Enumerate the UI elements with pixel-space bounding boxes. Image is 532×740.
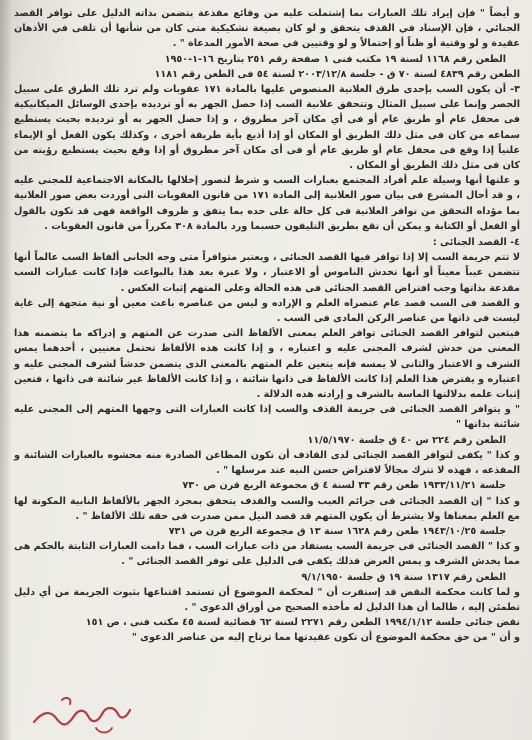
citation-appeal-1168: الطعن رقم ١١٦٨ لسنة ١٩ مكتب فنى ١ صفحة رقم ٢٥١ بتاريخ ١٦-١-١٩٥٠	[164, 53, 506, 65]
handwritten-signature	[26, 688, 136, 738]
citation-cassation-1994: نقض جنائى جلسة ١٩٩٤/١/١٢ الطعن رقم ٢٢٧١ لسنة ٦٢ قضائية لسنة ٤٥ مكتب فنى ، ص ١٥١	[85, 617, 520, 629]
citation-session-1933: جلسة ١٩٣٣/١١/٢١ طعن رقم ٣٣ لسنة ٤ ق مجموعة الربع قرن ص ٧٣٠	[182, 480, 506, 492]
heading-criminal-intent: ٤- القصد الجنائى :	[432, 237, 520, 249]
paragraph-publicity-rationale: و علتها أنها وسيلة علم أفراد المجتمع بعبارات السب و شرط لتصور إخلالها بالمكانة الاجتماعية للمجنى عليه ، و قد أحال المشرع فى بيان صور العلانية إلى المادة ١٧١ من قانون العقوبات التى أوردت بعض صور العلانية بما مؤداه التحقق من توافر العلانية فى كل حالة على حده بما يتفق و ظروف الواقعة فهى قد تكون بالقول أو الفعل أو الكتابة و يمكن أن تقع بطريق التليفون حسبما ورد بالمادة ٣٠٨ مكرراً من قانون العقوبات .	[14, 175, 520, 232]
citation-appeal-4839: الطعن رقم ٤٨٣٩ لسنة ٧٠ ق - جلسة ٢٠٠٣/١٢/٨ لسنة ٥٤ فى الطعن رقم ١١٨١	[154, 68, 520, 80]
paragraph-intent-public-utterance: و كذا " إن القصد الجنائى فى جرائم العيب والسب والقذف يتحقق بمجرد الجهر بالألفاظ النابية المكونة لها مع العلم بمعناها ولا يشترط أن يكون المتهم قد قصد النيل ممن صدرت فى حقه تلك الألفاظ " .	[14, 495, 520, 522]
paragraph-general-intent: و القصد فى السب قصد عام عنصراه العلم و الإراده و ليس من عناصره باعث معين أو نية متجهة إلى غاية ليست فى ذاتها من عناصر الركن المادى فى السب .	[14, 297, 520, 325]
paragraph-court-conviction: و لما كانت محكمة النقض قد إستقرت أن " لمحكمة الموضوع أن تستمد اقتناعها بثبوت الجريمة من أي دليل تطمئن إليه ، طالما أن هذا الدليل له مأخذه الصحيح من أوراق الدعوى " .	[14, 586, 520, 613]
paragraph-court-belief: و أن " من حق محكمة الموضوع أن تكون عقيدتها مما ترتاح إليه من عناصر الدعوى "	[131, 632, 520, 644]
citation-session-1943: جلسة ١٩٤٣/١٠/٢٥ طعن رقم ١٦٢٨ سنة ١٣ ق مجموعة الربع قرن ص ٧٣١	[168, 525, 506, 537]
paragraph-knowledge-meaning: فيتعين لتوافر القصد الجنائى توافر العلم بمعنى الألفاظ التى صدرت عن المتهم و إدراكه ما يتضمنه هذا المعنى من خدش لشرف المجنى عليه و اعتباره ، و إذا كانت هذه الألفاظ تحتمل معنيين ، أحدهما يمس الشرف و الاعتبار والثانى لا يمسه فإنه يتعين علم المتهم بالمعنى الذى يتضمن خدشاً لشرف المجنى عليه و اعتباره و يفترض هذا العلم إذا كانت الألفاظ فى ذاتها شائنة ، و إذا كانت الألفاظ غير شائنة فى ذاتها ، فتعين إثبات علمه بدلالتها الماسة بالشرف و إرادته هذه الدلالة .	[14, 328, 520, 401]
paragraph-slanderous-phrases: و كذا " يكفى لتوافر القصد الجنائى لدى القاذف أن تكون المطاعن الصادرة منه محشوه بالعبارات الشائنة و المقذعه ، فهذه لا تترك مجالاً لافتراض حسن النيه عند مرسلها " .	[14, 449, 520, 477]
citation-appeal-224: الطعن رقم ٢٢٤ س ٤٠ ق جلسة ١١/٥/١٩٧٠	[307, 434, 506, 446]
paragraph-publicity-means: ٣- أن يكون السب بإحدى طرق العلانية المنصوص عليها بالمادة ١٧١ عقوبات ولم ترد تلك الطرق على سبيل الحصر وإنما على سبيل المثال وتتحقق علانية السب إذا حصل الجهر به أو ترديده بإحدى الوسائل الميكانيكية فى محفل عام أو طريق عام أو فى أي مكان آخر مطروق ، و إذا حصل الجهر به أو ترديده بحيث يستطيع سماعه من كان فى مثل ذلك الطريق أو المكان أو إذا أذيع بأية طريقة أخرى ، وكذلك يكون الفعل أو الإيماء علنياً إذا وقع فى محفل عام أو طريق عام أو فى أى مكان آخر مطروق أو إذا وقع بحيث يستطيع رؤيته من كان فى مثل ذلك الطريق أو المكان .	[14, 84, 520, 172]
page-edge-shadow	[0, 0, 12, 740]
paragraph-intent-inferred: و كذا " القصد الجنائى فى جريمة السب يستفاد من ذات عبارات السب ، فما دامت العبارات الثابتة بالحكم هى مما يخدش الشرف و يمس العرض فذلك يكفى فى الدليل على توفر القصد الجنائى " .	[14, 541, 520, 568]
citation-appeal-1317: الطعن رقم ١٣١٧ سنة ١٩ ق جلسة ٩/١/١٩٥٠	[301, 571, 506, 583]
paragraph-defamation-quote: و أيضاً " فإن إيراد تلك العبارات بما إشتملت عليه من وقائع مقذعة يتضمن بذاته الدليل على توافر القصد الجنائي ، فإن الإسناد في القذف يتحقق و لو كان بصيغة تشكيكية متى كان من شأنها أن تلقى في الأذهان عقيدة و لو وقتية أو ظناً أو إحتمالاً و لو وقتيين في صحة الأمور المدعاة " .	[14, 8, 520, 50]
paragraph-intent-quote: " و يتوافر القصد الجنائى فى جريمة القذف والسب إذا كانت العبارات التى وجهها المتهم إلى المجنى عليه شائنة بذاتها "	[14, 404, 520, 431]
paragraph-intent-requirement: لا تتم جريمة السب إلا إذا توافر فيها القصد الجنائى ، ويعتبر متوافراً متى وجه الجانى ألفاظ السب عالماً أنها تتضمن عيباً معيناً أو أنها تخدش الناموس أو الاعتبار ، ولا عبرة بعد هذا بالبواعث فإذا كانت عبارات السب مقذعة بذاتها وجب افتراض القصد الجنائى فى هذه الحالة وعلى المتهم إثبات العكس .	[14, 252, 520, 294]
